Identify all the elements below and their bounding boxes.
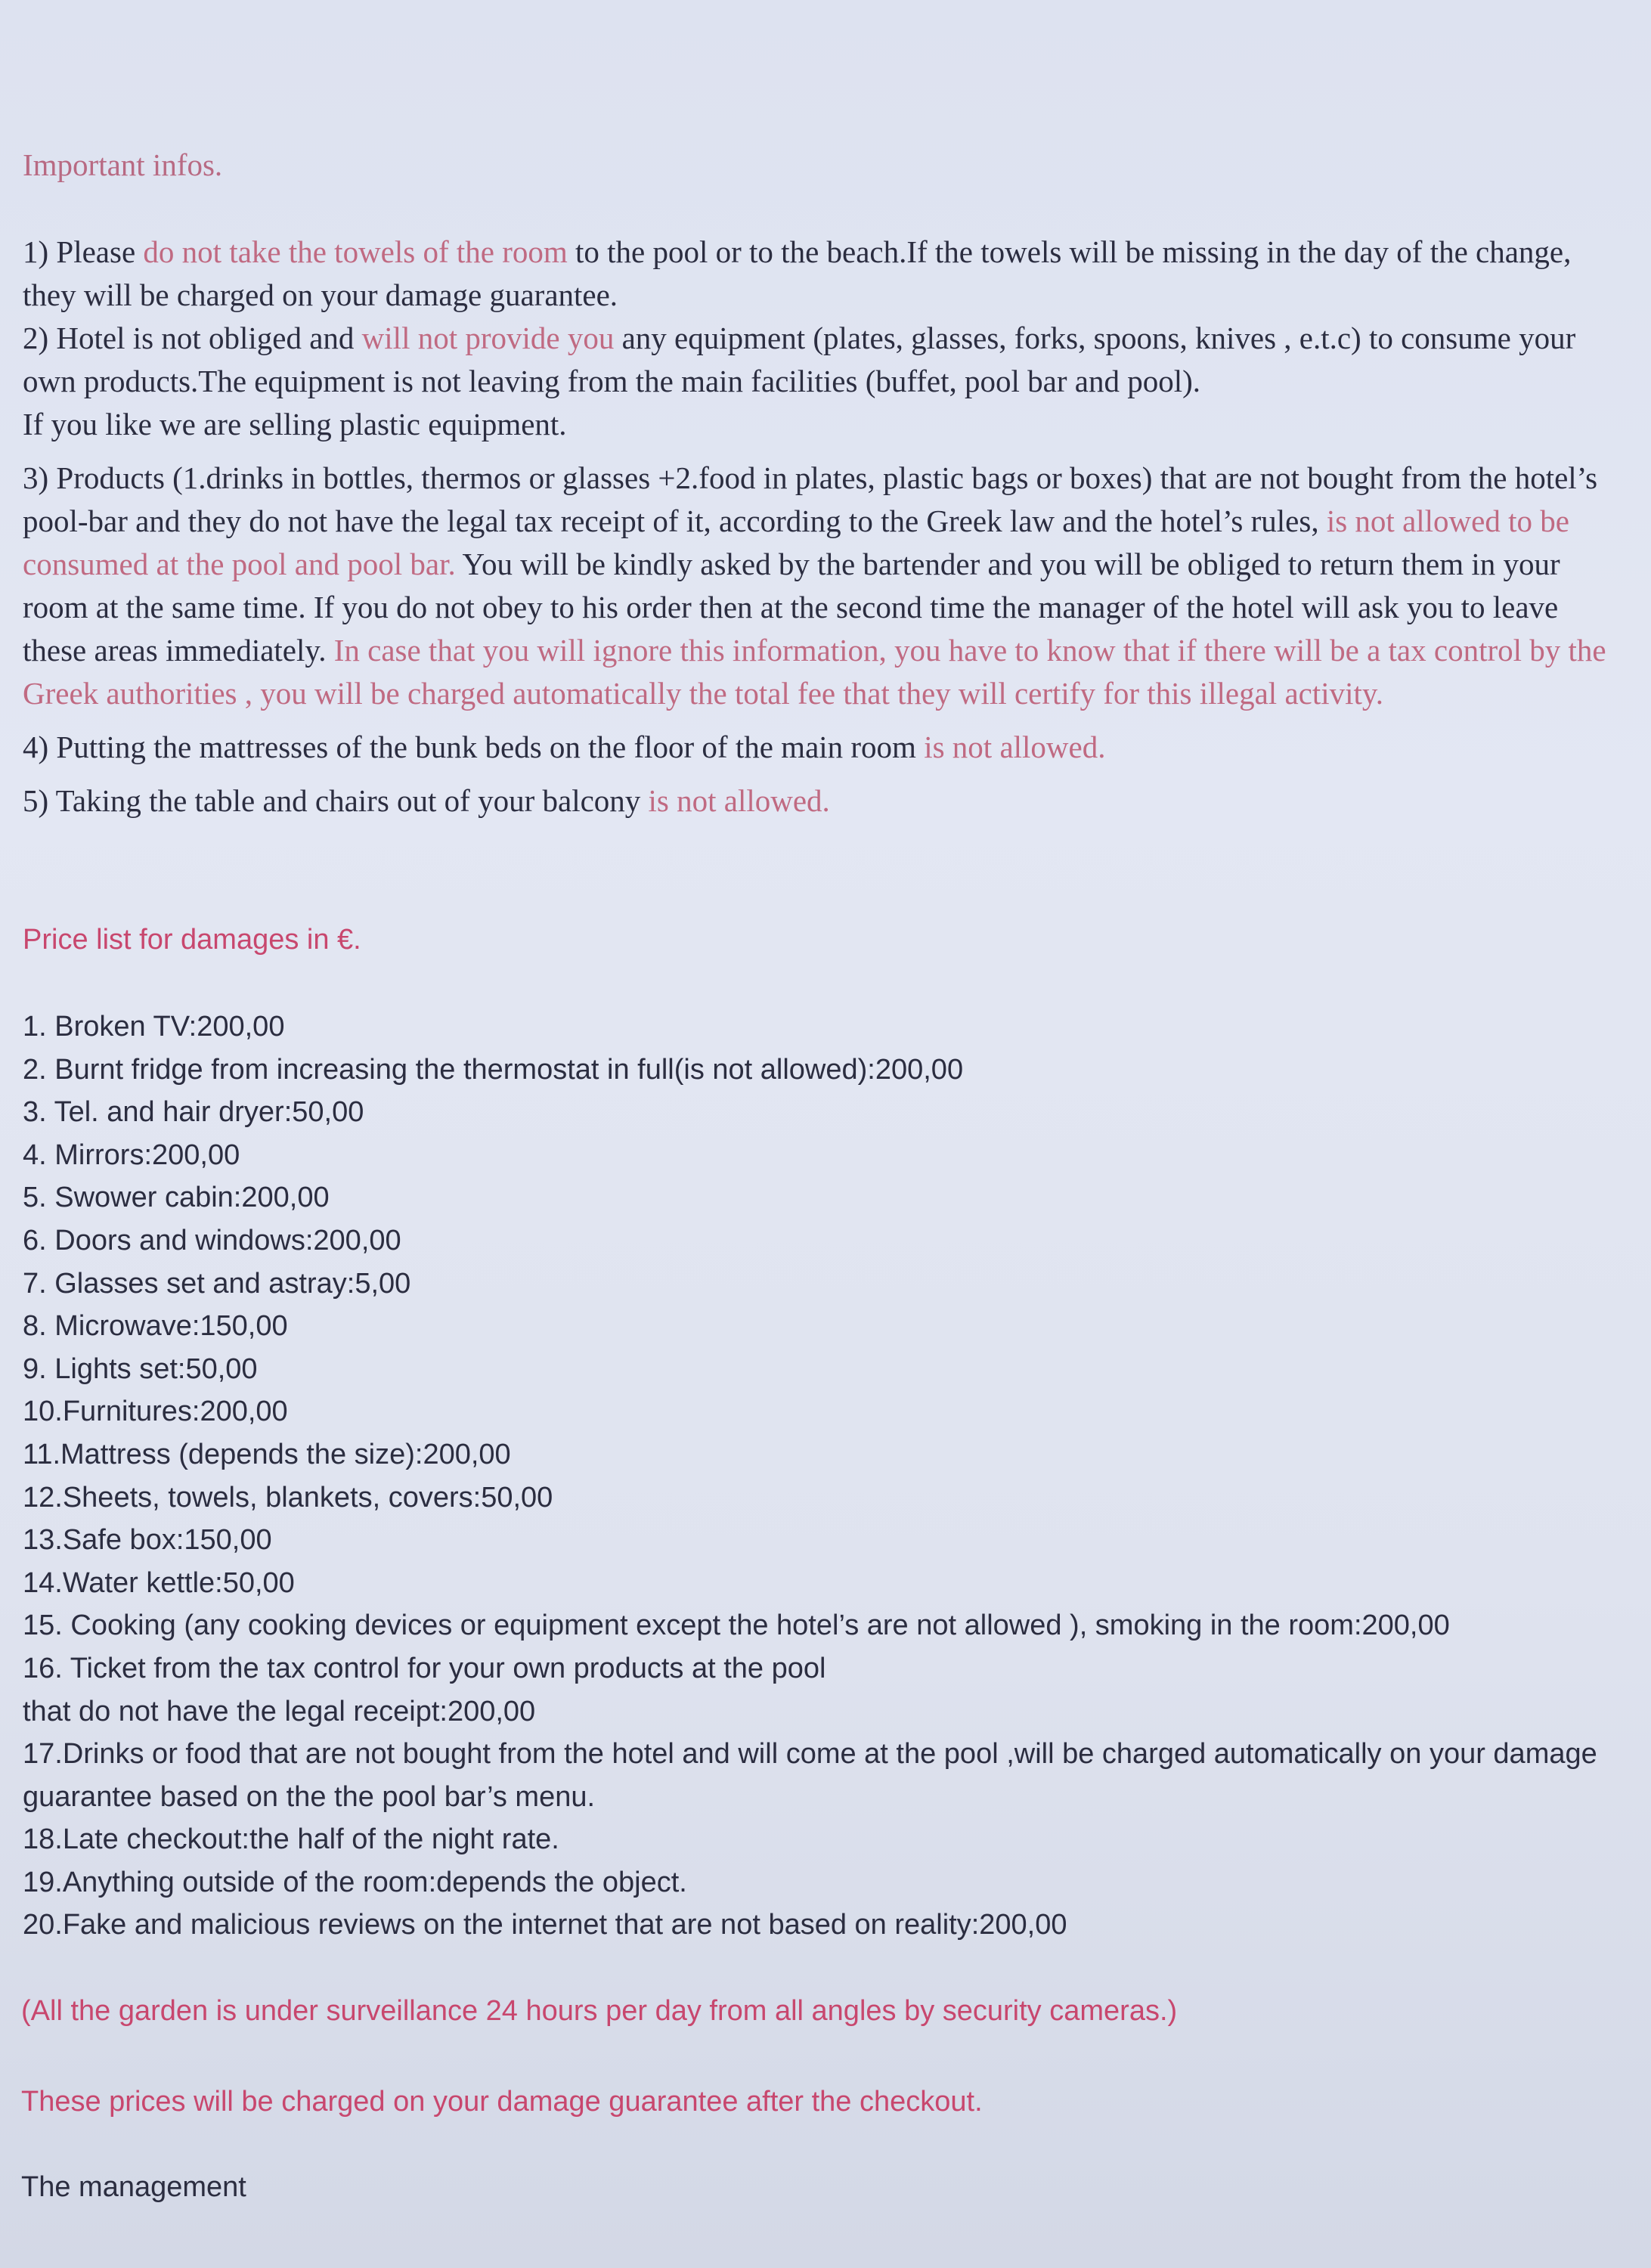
surveillance-note: (All the garden is under surveillance 24 hours per day from all angles by security cameras.) <box>21 1995 1178 2027</box>
price-item: 6. Doors and windows:200,00 <box>23 1224 401 1256</box>
signature: The management <box>21 2171 246 2203</box>
charged-note: These prices will be charged on your damage guarantee after the checkout. <box>21 2086 983 2118</box>
rule-highlight: will not provide you <box>361 321 615 355</box>
price-list <box>23 1005 1625 1947</box>
price-item: 18.Late checkout:the half of the night rate. <box>23 1823 559 1856</box>
paragraph-gap <box>23 715 1625 726</box>
rule-paragraph <box>23 231 1625 317</box>
price-item: 19.Anything outside of the room:depends the object. <box>23 1866 687 1898</box>
rule-highlight: do not take the towels of the room <box>143 234 568 269</box>
paragraph-gap <box>23 769 1625 779</box>
rule-text: 4) Putting the mattresses of the bunk beds on the floor of the main room <box>23 730 925 764</box>
price-item: 10.Furnitures:200,00 <box>23 1396 288 1428</box>
rules-section <box>23 231 1625 823</box>
rule-text: 3) Products (1.drinks in bottles, thermos or glasses +2.food in plates, plastic bags or boxes) that are not bought from the hotel’s pool-bar and they do not have the legal tax receipt of it, according to the Greek law and the hotel’s rules, <box>23 460 1598 538</box>
price-item: 3. Tel. and hair dryer:50,00 <box>23 1096 364 1129</box>
price-item: 8. Microwave:150,00 <box>23 1310 288 1343</box>
rule-highlight: is not allowed. <box>924 730 1106 764</box>
price-list-title: Price list for damages in €. <box>23 924 361 956</box>
rule-paragraph <box>23 457 1625 715</box>
price-item: 17.Drinks or food that are not bought from the hotel and will come at the pool ,will be charged automatically on your damage guarantee based on the the pool bar’s menu. <box>23 1738 1597 1813</box>
rule-text: any equipment (plates, glasses, forks, spoons, knives , e.t.c) to consume your own products.The equipment is not leaving from the main facilities (buffet, pool bar and pool). <box>23 321 1576 398</box>
price-item: that do not have the legal receipt:200,00 <box>23 1695 536 1727</box>
price-item: 4. Mirrors:200,00 <box>23 1139 240 1171</box>
price-item: 20.Fake and malicious reviews on the internet that are not based on reality:200,00 <box>23 1909 1067 1941</box>
price-item: 15. Cooking (any cooking devices or equipment except the hotel’s are not allowed ), smoking in the room:200,00 <box>23 1610 1450 1642</box>
rule-highlight: In case that you will ignore this information, you have to know that if there will be a tax control by the Greek authorities , you will be charged automatically the total fee that they will certify for this illegal activity. <box>23 633 1606 711</box>
price-item: 9. Lights set:50,00 <box>23 1352 258 1385</box>
price-item: 16. Ticket from the tax control for your own products at the pool <box>23 1652 826 1684</box>
notice-heading: Important infos. <box>23 147 223 182</box>
price-item: 13.Safe box:150,00 <box>23 1524 272 1557</box>
price-item: 11.Mattress (depends the size):200,00 <box>23 1438 511 1470</box>
rule-text: 5) Taking the table and chairs out of your balcony <box>23 783 649 818</box>
rule-text: You will be kindly asked by the bartender and you will be obliged to return them in your room at the same time. If you do not obey to his order then at the second time the manager of the hotel will ask you to leave these areas immediately. <box>23 547 1560 668</box>
rule-text: 1) Please <box>23 234 144 269</box>
paragraph-gap <box>23 446 1625 457</box>
price-item: 1. Broken TV:200,00 <box>23 1011 285 1043</box>
rule-paragraph <box>23 726 1625 769</box>
price-item: 12.Sheets, towels, blankets, covers:50,00 <box>23 1481 553 1514</box>
price-item: 5. Swower cabin:200,00 <box>23 1182 330 1214</box>
price-item: 14.Water kettle:50,00 <box>23 1566 295 1599</box>
price-item: 2. Burnt fridge from increasing the thermostat in full(is not allowed):200,00 <box>23 1053 964 1086</box>
rule-text: 2) Hotel is not obliged and <box>23 321 362 355</box>
rule-paragraph <box>23 779 1625 823</box>
rule-paragraph <box>23 403 1625 446</box>
rule-highlight: is not allowed. <box>648 783 830 818</box>
price-item: 7. Glasses set and astray:5,00 <box>23 1267 411 1300</box>
rule-text: If you like we are selling plastic equipment. <box>23 407 567 442</box>
rule-paragraph <box>23 317 1625 403</box>
rule-text: to the pool or to the beach.If the towels will be missing in the day of the change, they will be charged on your damage guarantee. <box>23 234 1572 312</box>
rule-highlight: is not allowed to be consumed at the pool and pool bar. <box>23 503 1569 581</box>
